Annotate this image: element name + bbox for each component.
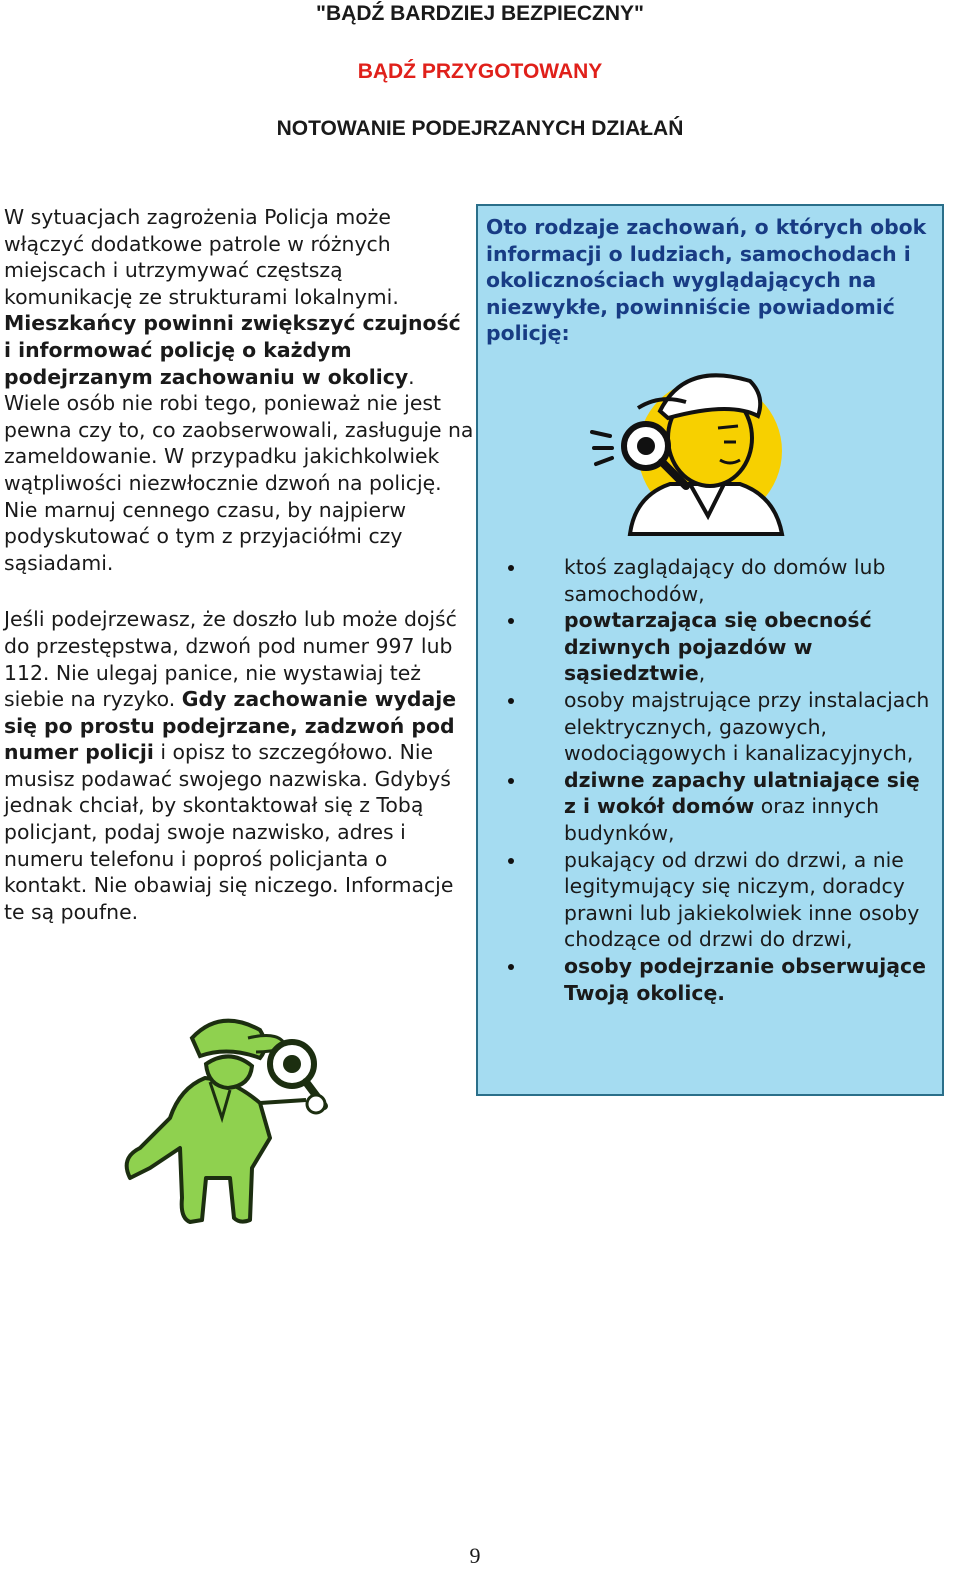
document-subtitle: BĄDŹ PRZYGOTOWANY [357,60,603,83]
list-item [508,554,938,607]
paragraph-2 [4,606,474,925]
paragraph-2-text-a: Jeśli podejrzewasz, że doszło lub może dojść do przestępstwa, dzwoń pod numer 997 lub 112. Nie ulegaj panice, nie wystawiaj też siebie na ryzyko. [4,607,457,712]
list-item [508,953,938,1006]
bullet-text-tail: , [698,661,706,686]
section-heading: NOTOWANIE PODEJRZANYCH DZIAŁAŃ [276,117,684,140]
bullet-icon [508,778,514,784]
list-item [508,687,938,767]
paragraph-1-text-a: W sytuacjach zagrożenia Policja może włączyć dodatkowe patrole w różnych miejscach i utrzymywać częstszą komunikację ze strukturami lokalnymi. [4,205,399,309]
detective-magnifier-yellow-icon [590,356,790,536]
page-number: 9 [469,1543,481,1568]
paragraph-1-bold: Mieszkańcy powinni zwiększyć czujność i informować policję o każdym podejrzanym zachowaniu w okolicy [4,311,461,389]
bullet-icon [508,698,514,704]
bullet-bold: dziwne zapachy ulatniające się z i wokół domów [564,767,920,819]
document-title: "BĄDŹ BARDZIEJ BEZPIECZNY" [316,2,644,25]
bullet-text: osoby majstrujące przy instalacjach elektrycznych, gazowych, wodociągowych i kanalizacyjnych, [564,687,930,766]
paragraph-2-bold: Gdy zachowanie wydaje się po prostu podejrzane, zadzwoń pod numer policji [4,687,457,765]
info-box [476,204,944,1096]
list-item [508,847,938,953]
bullet-icon [508,618,514,624]
bullet-bold: osoby podejrzanie obserwujące Twoją okolicę. [564,953,926,1005]
bullet-text: pukający od drzwi do drzwi, a nie legitymujący się niczym, doradcy prawni lub jakiekolwiek inne osoby chodzące od drzwi do drzwi, [564,847,920,952]
paragraph-2-text-c: i opisz to szczegółowo. Nie musisz podawać swojego nazwiska. Gdybyś jednak chciał, by skontaktował się z Tobą policjant, podaj swoje nazwisko, adres i numeru telefonu i poproś policjanta o kontakt. Nie obawiaj się niczego. Informacje te są poufne. [4,740,454,924]
info-box-intro: Oto rodzaje zachowań, o których obok informacji o ludziach, samochodach i okolicznościach wyglądających na niezwykłe, powinniście powiadomić policję: [486,215,927,346]
paragraph-1 [4,204,474,576]
detective-green-coat-icon [110,1008,350,1228]
list-item [508,607,938,687]
bullet-text: ktoś zaglądający do domów lub samochodów, [564,555,886,606]
paragraph-1-text-c: . Wiele osób nie robi tego, ponieważ nie jest pewna czy to, co zaobserwowali, zasługuje na zameldowanie. W przypadku jakichkolwiek wątpliwości niezwłocznie dzwoń na policję. Nie marnuj cennego czasu, by najpierw podyskutować o tym z przyjaciółmi czy sąsiadami. [4,364,474,575]
bullet-icon [508,858,514,864]
list-item [508,767,938,847]
suspicious-behaviors-list [508,554,938,1006]
bullet-icon [508,565,514,571]
bullet-text-tail: oraz innych budynków, [564,794,880,845]
bullet-icon [508,964,514,970]
bullet-bold: powtarzająca się obecność dziwnych pojazdów w sąsiedztwie [564,608,872,686]
left-column [4,204,474,925]
